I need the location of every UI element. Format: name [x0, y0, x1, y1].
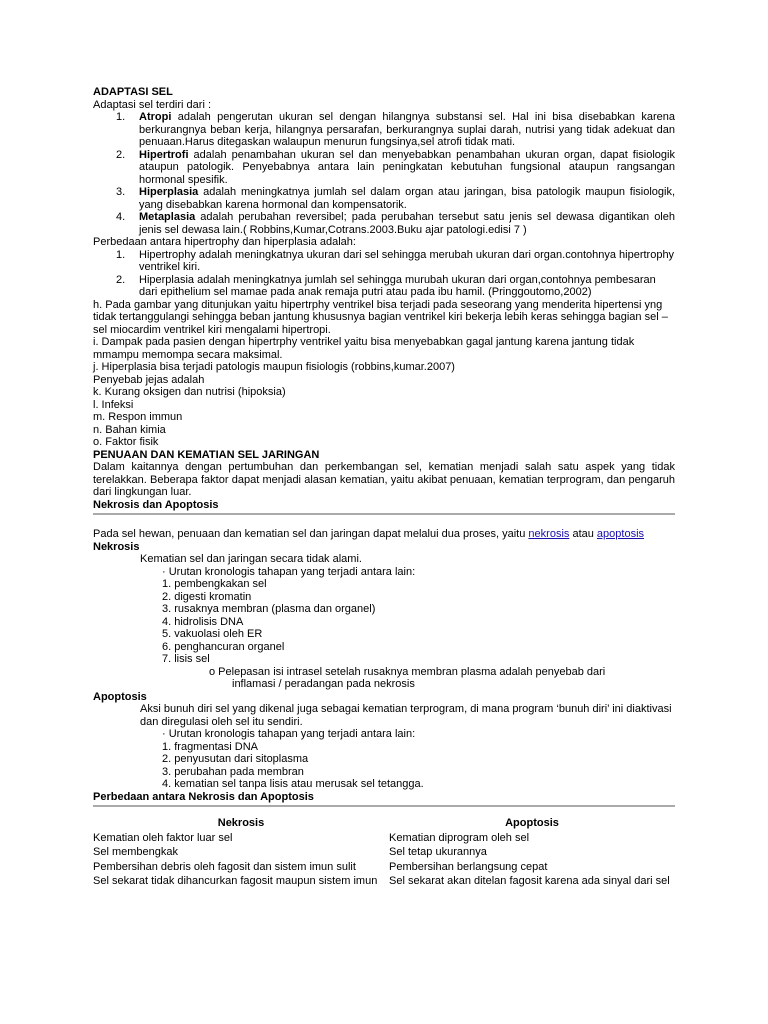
jejas-item: n. Bahan kimia	[93, 423, 166, 436]
header-apoptosis: Apoptosis	[505, 817, 559, 829]
table-row	[93, 861, 675, 876]
list-number: 1.	[116, 111, 126, 123]
header-nekrosis: Nekrosis	[217, 817, 265, 829]
list-item	[93, 111, 675, 149]
apoptosis-step: 3. perubahan pada membran	[162, 765, 304, 778]
jejas-item: m. Respon immun	[93, 411, 183, 423]
table-cell: Kematian oleh faktor luar sel	[93, 831, 233, 844]
jejas-item: k. Kurang oksigen dan nutrisi (hipoksia)	[93, 386, 286, 398]
list-item	[93, 249, 675, 274]
definition: adalah pengerutan ukuran sel dengan hilangnya substansi sel. Hal ini bisa disebabkan karena berkurangnya beban kerja, hilangnya persarafan, berkurangnya suplai darah, nutrisi yang tidak adekuat dan penuaan.Harus ditegaskan walaupun menurun fungsinya,sel atrofi tidak mati.	[139, 111, 675, 148]
section-nekrosis-apoptosis-text	[93, 528, 675, 541]
apoptosis-seq-title: · Urutan kronologis tahapan yang terjadi antara lain:	[162, 728, 416, 740]
table-row	[93, 832, 675, 847]
paragraph-h: h. Pada gambar yang ditunjukan yaitu hipertrphy ventrikel bisa terjadi pada seseorang yang menderita hipertensi yng tidak tertanggulangi sehingga beban jantung khususnya bagian ventrikel kiri bekerja lebih keras sehingga bagian sel –sel miocardim ventrikel kiri mengalami hipertropi.	[93, 298, 668, 336]
connector: atau	[569, 528, 597, 540]
nekrosis-note-cont: inflamasi / peradangan pada nekrosis	[232, 678, 415, 690]
section-title-penuaan: PENUAAN DAN KEMATIAN SEL JARINGAN	[93, 448, 320, 461]
definition: adalah penambahan ukuran sel dan menyebabkan penambahan ukuran organ, dapat fisiologik ataupun patologik. Penyebabnya antara lain peningkatan kebutuhan fungsional ataupun rangsangan hormonal spesifik.	[139, 148, 675, 186]
jejas-title: Penyebab jejas adalah	[93, 373, 205, 386]
nekrosis-step: 2. digesti kromatin	[162, 590, 252, 603]
diff-intro: Perbedaan antara hipertrophy dan hiperplasia adalah:	[93, 236, 356, 248]
divider	[93, 805, 675, 807]
apoptosis-step: 4. kematian sel tanpa lisis atau merusak sel tetangga.	[162, 778, 424, 790]
table-title: Perbedaan antara Nekrosis dan Apoptosis	[93, 790, 314, 803]
list-item	[93, 274, 675, 299]
table-cell: Kematian diprogram oleh sel	[389, 831, 530, 844]
list-text: Hiperplasia adalah meningkatnya jumlah sel sehingga murubah ukuran dari organ,contohnya pembesaran dari epithelium sel mamae pada anak remaja putri atau pada ibu hamil. (Pringgoutomo,2002)	[139, 273, 656, 298]
link-apoptosis[interactable]: apoptosis	[596, 528, 645, 540]
comparison-table	[93, 817, 675, 890]
link-nekrosis[interactable]: nekrosis	[528, 528, 570, 540]
nekrosis-step: 4. hidrolisis DNA	[162, 615, 244, 628]
table-row	[93, 875, 675, 890]
divider	[93, 513, 675, 515]
nekrosis-step: 6. penghancuran organel	[162, 640, 285, 653]
apoptosis-desc: Aksi bunuh diri sel yang dikenal juga sebagai kematian terprogram, di mana program ‘bunuh diri’ ini diaktivasi dan diregulasi oleh sel itu sendiri.	[140, 703, 672, 728]
nekrosis-title: Nekrosis	[93, 540, 140, 553]
nekrosis-step: 3. rusaknya membran (plasma dan organel)	[162, 603, 376, 615]
nekrosis-desc: Kematian sel dan jaringan secara tidak alami.	[140, 553, 362, 565]
list-text: Hipertrophy adalah meningkatnya ukuran dari sel sehingga merubah ukuran dari organ.contohnya hipertrophy ventrikel kiri.	[139, 248, 675, 273]
list-number: 2.	[116, 273, 126, 286]
diff-list	[93, 249, 675, 299]
definition: adalah meningkatnya jumlah sel dalam organ atau jaringan, bisa patologik maupun fisiologik, yang disebabkan karena hormonal dan kompensatorik.	[139, 186, 675, 211]
section-penuaan-text: Dalam kaitannya dengan pertumbuhan dan perkembangan sel, kematian menjadi salah satu aspek yang tidak terelakkan. Beberapa faktor dapat menjadi alasan kematian, yaitu akibat penuaan, kematian terprogram, dan pengaruh dari lingkungan luar.	[93, 461, 675, 498]
adaptation-list	[93, 111, 675, 236]
term: Atropi	[139, 111, 172, 123]
intro-sentence: Pada sel hewan, penuaan dan kematian sel dan jaringan dapat melalui dua proses, yaitu	[93, 528, 529, 540]
definition: adalah perubahan reversibel; pada perubahan tersebut satu jenis sel dewasa digantikan oleh jenis sel dewasa lain.( Robbins,Kumar,Cotrans.2003.Buku ajar patologi.edisi 7 )	[139, 211, 675, 236]
term: Hipertrofi	[139, 148, 189, 161]
term: Hiperplasia	[139, 186, 199, 198]
table-cell: Pembersihan berlangsung cepat	[389, 860, 548, 873]
nekrosis-seq-title: · Urutan kronologis tahapan yang terjadi antara lain:	[162, 565, 416, 578]
list-number: 4.	[116, 211, 126, 223]
apoptosis-step: 1. fragmentasi DNA	[162, 740, 258, 753]
document-page	[93, 86, 675, 890]
paragraph-i: i. Dampak pada pasien dengan hipertrphy ventrikel yaitu bisa menyebabkan gagal jantung karena jantung tidak mmampu memompa secara maksimal.	[93, 336, 635, 361]
table-cell: Sel membengkak	[93, 846, 178, 858]
table-cell: Sel tetap ukurannya	[389, 846, 487, 858]
intro-text: Adaptasi sel terdiri dari :	[93, 98, 211, 111]
table-cell: Sel sekarat akan ditelan fagosit karena ada sinyal dari sel	[389, 875, 670, 887]
list-item	[93, 186, 675, 211]
table-cell: Pembersihan debris oleh fagosit dan sistem imun sulit	[93, 860, 356, 873]
apoptosis-step: 2. penyusutan dari sitoplasma	[162, 753, 309, 765]
table-header-row	[93, 817, 675, 832]
section-title-nekrosis-apoptosis: Nekrosis dan Apoptosis	[93, 498, 219, 511]
list-number: 1.	[116, 248, 126, 261]
table-cell: Sel sekarat tidak dihancurkan fagosit maupun sistem imun	[93, 875, 378, 887]
nekrosis-step: 7. lisis sel	[162, 653, 210, 665]
apoptosis-title: Apoptosis	[93, 690, 147, 703]
title-adaptasi-sel: ADAPTASI SEL	[93, 86, 173, 98]
list-number: 3.	[116, 186, 126, 198]
jejas-item: o. Faktor fisik	[93, 436, 159, 448]
paragraph-j: j. Hiperplasia bisa terjadi patologis maupun fisiologis (robbins,kumar.2007)	[93, 361, 455, 373]
list-item	[93, 211, 675, 236]
list-item	[93, 149, 675, 187]
nekrosis-step: 1. pembengkakan sel	[162, 578, 267, 590]
term: Metaplasia	[139, 211, 196, 223]
list-number: 2.	[116, 148, 126, 161]
table-row	[93, 846, 675, 861]
nekrosis-note: o Pelepasan isi intrasel setelah rusaknya membran plasma adalah penyebab dari	[209, 665, 606, 678]
nekrosis-step: 5. vakuolasi oleh ER	[162, 628, 263, 640]
jejas-item: l. Infeksi	[93, 398, 134, 411]
